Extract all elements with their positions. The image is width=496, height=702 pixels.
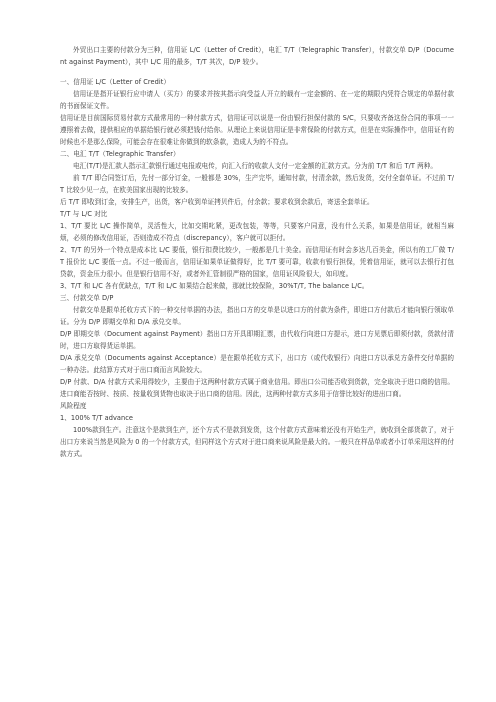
- comparison-point-3: 3、T/T 和 L/C 各有优缺点，T/T 和 L/C 如果结合起来做，那就比较保险，30%T/T, The balance L/C。: [60, 282, 369, 290]
- tt-after-paragraph: 后 T/T 即收到订金，安排生产，出货，客户收到单证拷贝件后，付余款；要求收到余款后，寄送全套单证。: [60, 198, 374, 206]
- tt-advance-paragraph: 前 T/T 即合同签订后，先付一部分订金，一般都是 30%，生产完毕，通知付款，付清余款，然后发货，交付全套单证。不过前 T/T 比较少见一点，在欧美国家出现的比较多。: [60, 174, 454, 194]
- da-paragraph: D/A 承兑交单（Documents against Acceptance）是在跟单托收方式下，出口方（或代收银行）向进口方以承兑方条件交付单据的一种办法。此结算方式对于出口商而言风险较大。: [60, 354, 454, 374]
- intro-paragraph: 外贸出口主要的付款分为三种，信用证 L/C（Letter of Credit），电汇 T/T（Telegraphic Transfer），付款交单 D/P（Document against Payment），其中 L/C 用的最多，T/T 其次，D/P 较少。: [60, 46, 454, 66]
- comparison-point-2: 2、T/T 的另外一个特点是成本比 L/C 要低，银行扣费比较少，一般都是几十美金。而信用证有时会多达几百美金，所以有的工厂做 T/T 报价比 L/C 要低一点。不过一般而言，信用证如果单证做得好，比 T/T 要可靠，收款有银行担保，凭着信用证，就可以去银行打包贷款，资金压力很小。但是银行信用不好，或者外汇管制很严格的国家，信用证风险很大，如印度。: [60, 246, 454, 278]
- dp-da-usage-paragraph: D/P 付款、D/A 付款方式采用得较少，主要由于这两种付款方式属于商业信用。即出口公司能否收到货款，完全取决于进口商的信用。进口商能否按时、按质、按量收到货物也取决于出口商的信用。因此，这两种付款方式多用于信誉比较好的进出口商。: [60, 378, 454, 398]
- section-heading-tt: 二、电汇 T/T（Telegraphic Transfer）: [60, 150, 180, 158]
- dp-sight-paragraph: D/P 即期交单（Document against Payment）指出口方开具即期汇票，由代收行向进口方提示，进口方见票后即须付款，货款付清时，进口方取得货运单据。: [60, 330, 454, 350]
- risk-level-heading: 风险程度: [60, 402, 87, 410]
- risk-item-1-heading: 1、100% T/T advance: [60, 414, 134, 422]
- section-heading-lc: 一、信用证 L/C（Letter of Credit）: [60, 78, 171, 86]
- comparison-point-1: 1、T/T 要比 L/C 操作简单，灵活性大，比如交期叱紧，更改包装，等等，只要客户同意，没有什么关系，如果是信用证，就相当麻烦，必须的修改信用证，否则造成不符点（discrepancy），客户就可以拒付。: [60, 222, 454, 242]
- tt-lc-comparison-heading: T/T 与 L/C 对比: [60, 210, 108, 218]
- lc-definition-paragraph: 信用证是指开证银行应申请人（买方）的要求并按其指示向受益人开立的载有一定金额的、在一定的期限内凭符合规定的单据付款的书面保证文件。: [60, 90, 454, 110]
- section-heading-dp: 三、付款交单 D/P: [60, 294, 114, 302]
- tt-definition-paragraph: 电汇(T/T)是汇款人指示汇款银行通过电报或电传，向汇入行的收款人支付一定金额的汇款方式。分为前 T/T 和后 T/T 两种。: [73, 162, 438, 170]
- risk-item-1-paragraph: 100%款到生产。注意这个是款到生产，还个方式不是款到发货，这个付款方式意味着还没有开始生产，就收到全部货款了，对于出口方来说当然是风险为 0 的一个付款方式，但同样这个方式对于进口商来说风险是最大的。一般只在样品单或者小订单采用这样的付款方式。: [60, 426, 454, 458]
- dp-definition-paragraph: 付款交单是跟单托收方式下的一种交付单据的办法，指出口方的交单是以进口方的付款为条件，即进口方付款后才能向银行领取单证。分为 D/P 即期交单和 D/A 承兑交单。: [60, 306, 454, 326]
- lc-description-paragraph: 信用证是目前国际贸易付款方式最常用的一种付款方式，信用证可以说是一份由银行担保付款的 S/C，只要收齐备这份合同的事项一一遵照着去做，提供相应的单据给银行就必须把钱付给你。从理论上来说信用证是非常保险的付款方式，但是在实际操作中，信用证有的时候也不是那么保险，可能会存在很难让你做到的软条款，造成人为的不符点。: [60, 114, 454, 146]
